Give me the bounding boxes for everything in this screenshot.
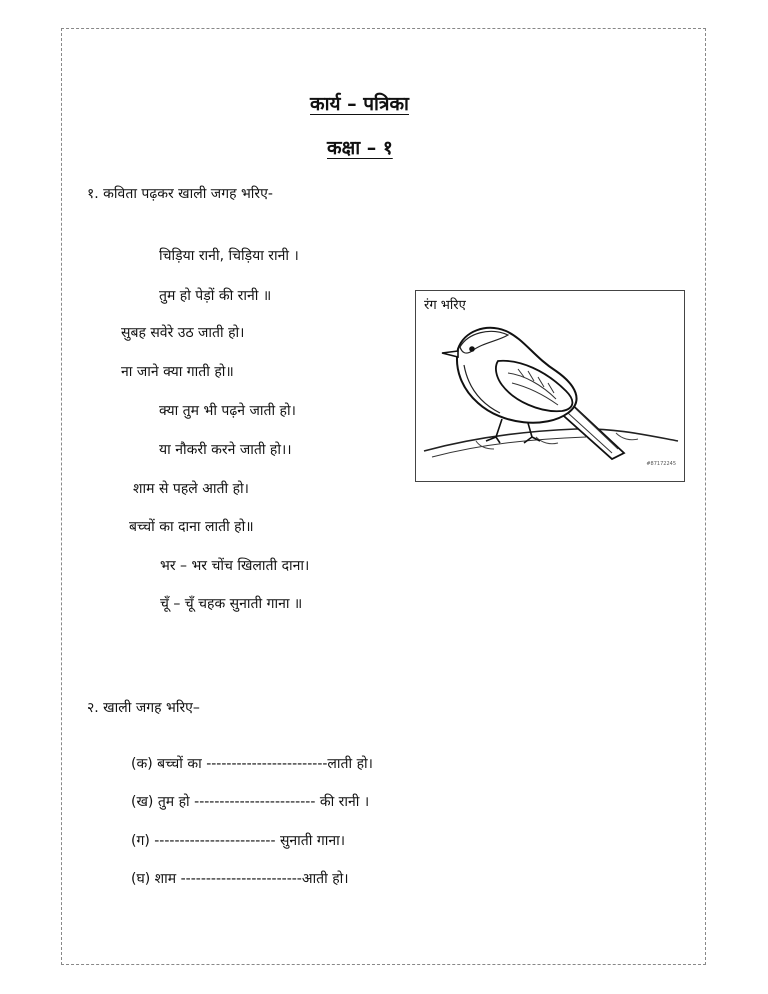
poem-line: क्या तुम भी पढ़ने जाती हो। — [159, 403, 296, 419]
poem-line: बच्चों का दाना लाती हो॥ — [129, 519, 254, 535]
poem-line: चिड़िया रानी, चिड़िया रानी । — [159, 248, 299, 264]
poem-line: चूँ – चूँ चहक सुनाती गाना ॥ — [160, 596, 303, 612]
coloring-label: रंग भरिए — [424, 298, 466, 313]
coloring-box — [415, 290, 685, 482]
fill-blank-item: (ग) ------------------------ सुनाती गाना। — [131, 833, 346, 849]
poem-line: ना जाने क्या गाती हो॥ — [121, 364, 234, 380]
image-code: #87172245 — [646, 461, 676, 467]
question-2-prompt: २. खाली जगह भरिए– — [87, 700, 200, 716]
worksheet-title: कार्य – पत्रिका — [310, 93, 409, 115]
class-label: कक्षा – १ — [327, 137, 393, 159]
fill-blank-item: (ख) तुम हो ------------------------ की रानी । — [131, 794, 370, 810]
poem-line: सुबह सवेरे उठ जाती हो। — [121, 325, 245, 341]
poem-line: तुम हो पेड़ों की रानी ॥ — [159, 288, 272, 304]
poem-line: भर – भर चोंच खिलाती दाना। — [160, 558, 310, 574]
fill-blank-item: (घ) शाम ------------------------आती हो। — [131, 871, 349, 887]
bird-illustration — [416, 291, 684, 481]
poem-line: शाम से पहले आती हो। — [133, 481, 249, 497]
fill-blank-item: (क) बच्चों का ------------------------लाती हो। — [131, 756, 373, 772]
question-1-prompt: १. कविता पढ़कर खाली जगह भरिए- — [87, 186, 273, 202]
poem-line: या नौकरी करने जाती हो।। — [159, 442, 292, 458]
